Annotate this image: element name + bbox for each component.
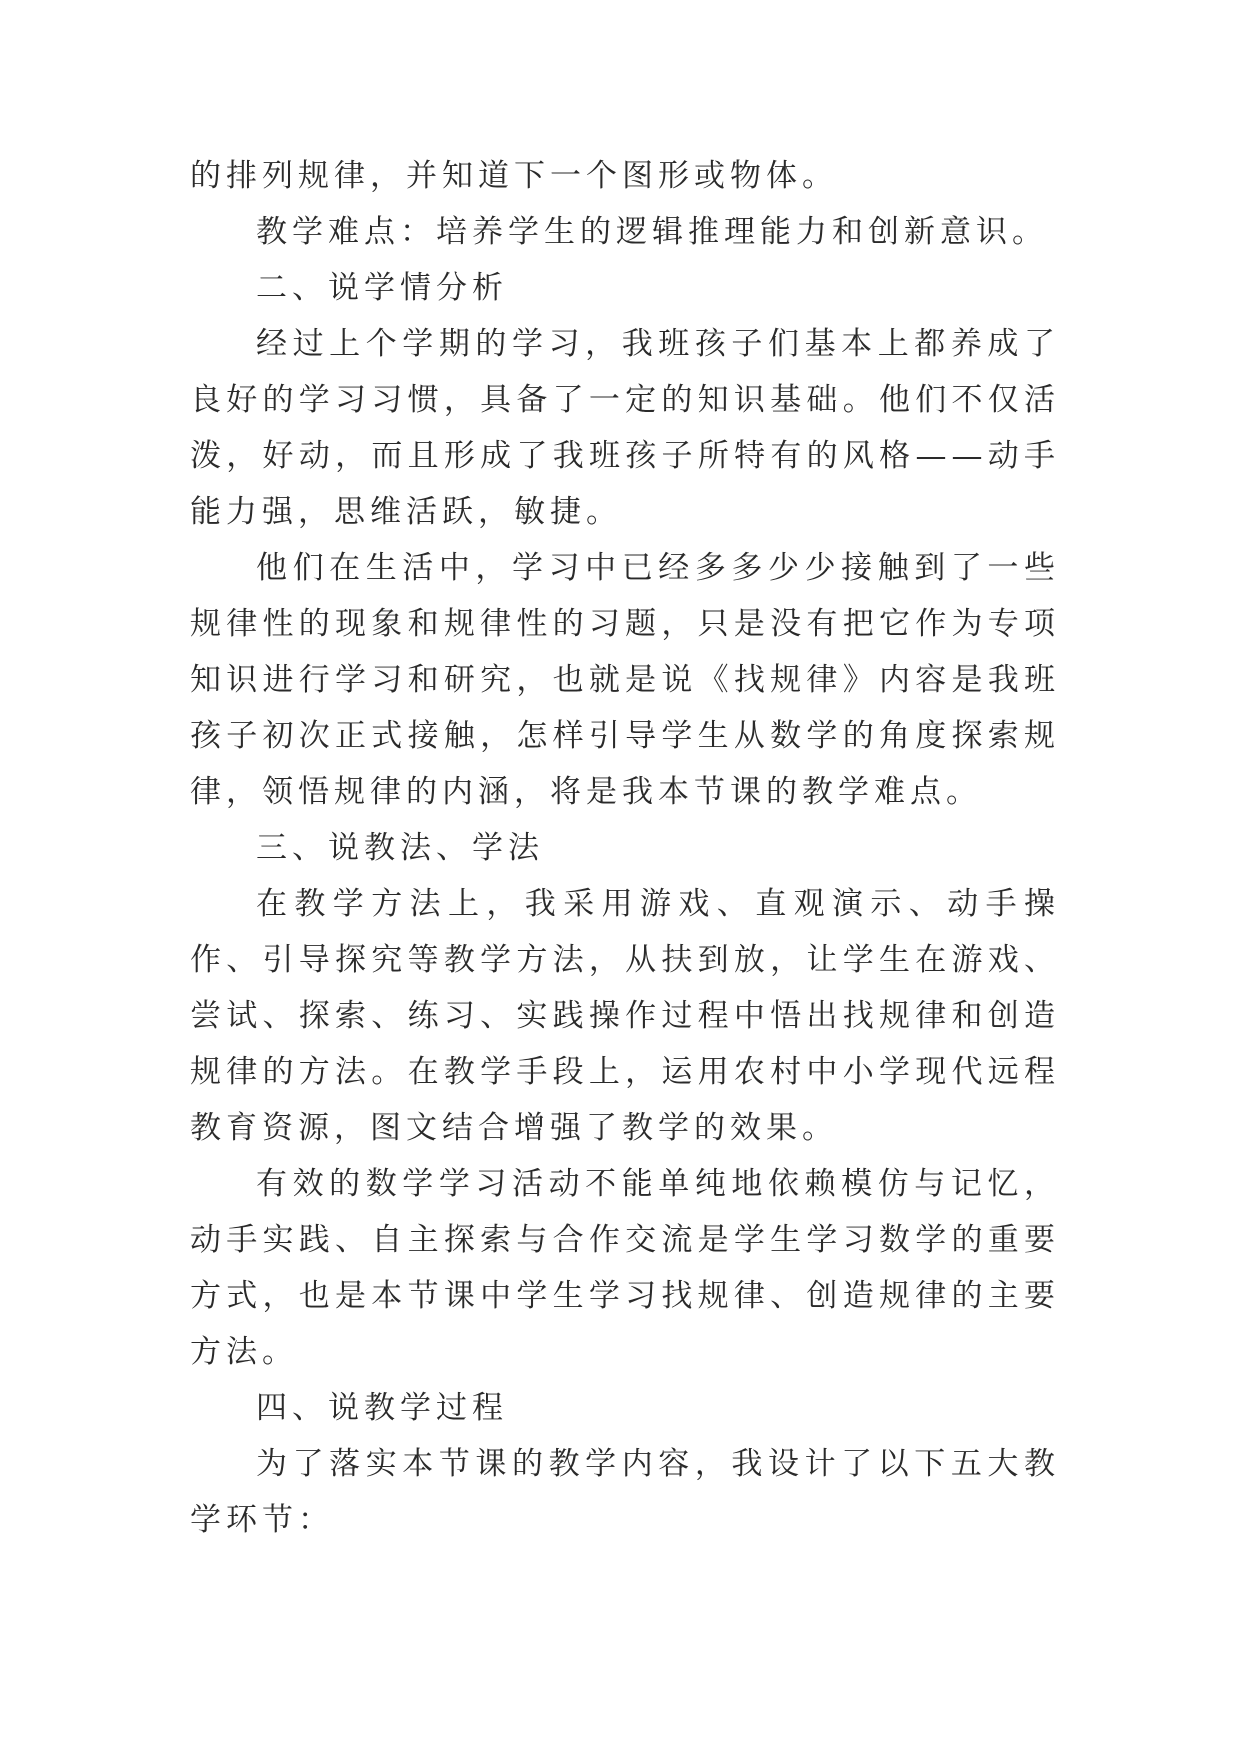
paragraph-teaching-methods: 在教学方法上，我采用游戏、直观演示、动手操作、引导探究等教学方法，从扶到放，让学生在游戏、尝试、探索、练习、实践操作过程中悟出找规律和创造规律的方法。在教学手段上，运用农村中小学现代远程教育资源，图文结合增强了教学的效果。 bbox=[190, 886, 1060, 1146]
document-page bbox=[190, 148, 1060, 1548]
section-heading-teaching-process: 四、说教学过程 bbox=[256, 1390, 508, 1426]
section-heading-teaching-methods: 三、说教法、学法 bbox=[256, 830, 544, 866]
paragraph-continuation: 的排列规律，并知道下一个图形或物体。 bbox=[190, 158, 838, 194]
paragraph-learning-methods: 有效的数学学习活动不能单纯地依赖模仿与记忆，动手实践、自主探索与合作交流是学生学习数学的重要方式，也是本节课中学生学习找规律、创造规律的主要方法。 bbox=[190, 1166, 1060, 1370]
paragraph-teaching-process-intro: 为了落实本节课的教学内容，我设计了以下五大教学环节： bbox=[190, 1446, 1060, 1538]
paragraph-student-habits: 经过上个学期的学习，我班孩子们基本上都养成了良好的学习习惯，具备了一定的知识基础。他们不仅活泼，好动，而且形成了我班孩子所特有的风格——动手能力强，思维活跃，敏捷。 bbox=[190, 326, 1060, 530]
paragraph-teaching-difficulty: 教学难点：培养学生的逻辑推理能力和创新意识。 bbox=[256, 214, 1048, 250]
section-heading-student-analysis: 二、说学情分析 bbox=[256, 270, 508, 306]
paragraph-student-experience: 他们在生活中，学习中已经多多少少接触到了一些规律性的现象和规律性的习题，只是没有把它作为专项知识进行学习和研究，也就是说《找规律》内容是我班孩子初次正式接触，怎样引导学生从数学的角度探索规律，领悟规律的内涵，将是我本节课的教学难点。 bbox=[190, 550, 1060, 810]
